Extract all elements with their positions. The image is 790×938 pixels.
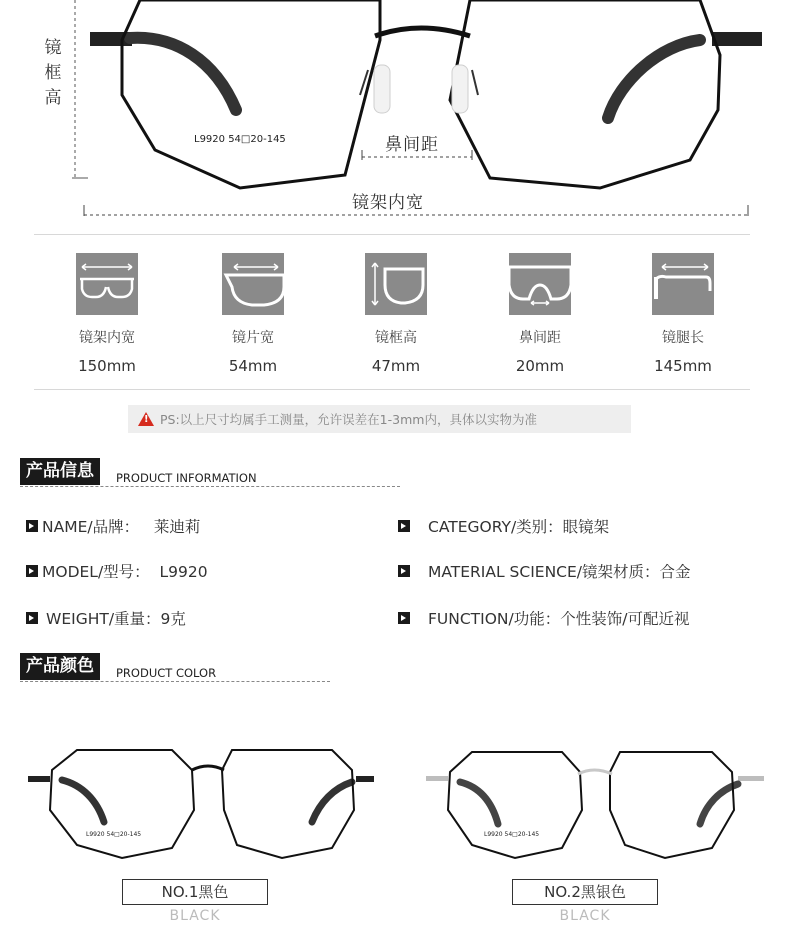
info-text: NAME/品牌： 莱迪莉 <box>42 518 201 536</box>
product-info-title: 产品信息 <box>20 458 100 485</box>
glasses-black-image <box>22 740 382 870</box>
spec-label: 镜腿长 <box>662 330 704 346</box>
divider <box>34 234 750 235</box>
arrow-bullet-icon <box>26 612 38 624</box>
temple-length-icon <box>652 253 714 315</box>
color-option-black-sub: BLACK <box>169 908 221 924</box>
spec-label: 鼻间距 <box>519 330 561 346</box>
spec-value: 20mm <box>515 357 565 375</box>
spec-frame-height <box>346 253 446 375</box>
info-text: CATEGORY/类别：眼镜架 <box>428 518 610 536</box>
spec-value: 150mm <box>78 357 136 375</box>
color-option-black-silver-label: NO.2黑银色 <box>512 879 658 905</box>
model-print-text: L9920 54□20-145 <box>194 134 286 145</box>
measurement-note-banner <box>128 405 631 433</box>
info-text: FUNCTION/功能：个性装饰/可配近视 <box>428 610 690 628</box>
arrow-bullet-icon <box>398 520 410 532</box>
warning-icon <box>138 412 154 426</box>
info-text: MATERIAL SCIENCE/镜架材质：合金 <box>428 563 691 581</box>
spec-value: 54mm <box>228 357 278 375</box>
spec-label: 镜片宽 <box>232 330 274 346</box>
section-divider <box>20 681 330 682</box>
info-weight <box>26 607 186 629</box>
arrow-bullet-icon <box>398 612 410 624</box>
spec-lens-width <box>203 253 303 375</box>
frame-height-label: 镜框高 <box>44 38 62 108</box>
arrow-bullet-icon <box>26 520 38 532</box>
info-text: WEIGHT/重量：9克 <box>46 610 186 628</box>
color-option-black-silver-sub: BLACK <box>559 908 611 924</box>
info-model <box>26 560 208 582</box>
spec-value: 145mm <box>654 357 712 375</box>
info-function <box>398 607 689 629</box>
info-text: MODEL/型号： L9920 <box>42 563 208 581</box>
info-category <box>398 515 609 537</box>
frame-print-text: L9920 54□20-145 <box>484 831 540 838</box>
spec-frame-width <box>57 253 157 375</box>
spec-temple-length <box>633 253 733 375</box>
nose-distance-label: 鼻间距 <box>385 135 439 155</box>
spec-value: 47mm <box>371 357 421 375</box>
frame-print-text: L9920 54□20-145 <box>86 831 142 838</box>
arrow-bullet-icon <box>26 565 38 577</box>
frame-height-icon <box>365 253 427 315</box>
measurement-note-text: PS:以上尺寸均属手工测量，允许误差在1-3mm内，具体以实物为准 <box>160 412 537 427</box>
spec-label: 镜框高 <box>375 330 417 346</box>
color-option-black-label: NO.1黑色 <box>122 879 268 905</box>
glasses-black-silver-image <box>420 740 780 870</box>
section-divider <box>20 486 400 487</box>
lens-width-icon <box>222 253 284 315</box>
nose-distance-icon <box>509 253 571 315</box>
product-color-subtitle: PRODUCT COLOR <box>116 666 217 680</box>
info-name <box>26 515 200 537</box>
product-color-title: 产品颜色 <box>20 653 100 680</box>
product-info-subtitle: PRODUCT INFORMATION <box>116 471 257 485</box>
info-material <box>398 560 691 582</box>
spec-nose-distance <box>490 253 590 375</box>
frame-width-label: 镜架内宽 <box>352 193 424 213</box>
arrow-bullet-icon <box>398 565 410 577</box>
divider <box>34 389 750 390</box>
frame-width-icon <box>76 253 138 315</box>
spec-label: 镜架内宽 <box>79 330 135 346</box>
